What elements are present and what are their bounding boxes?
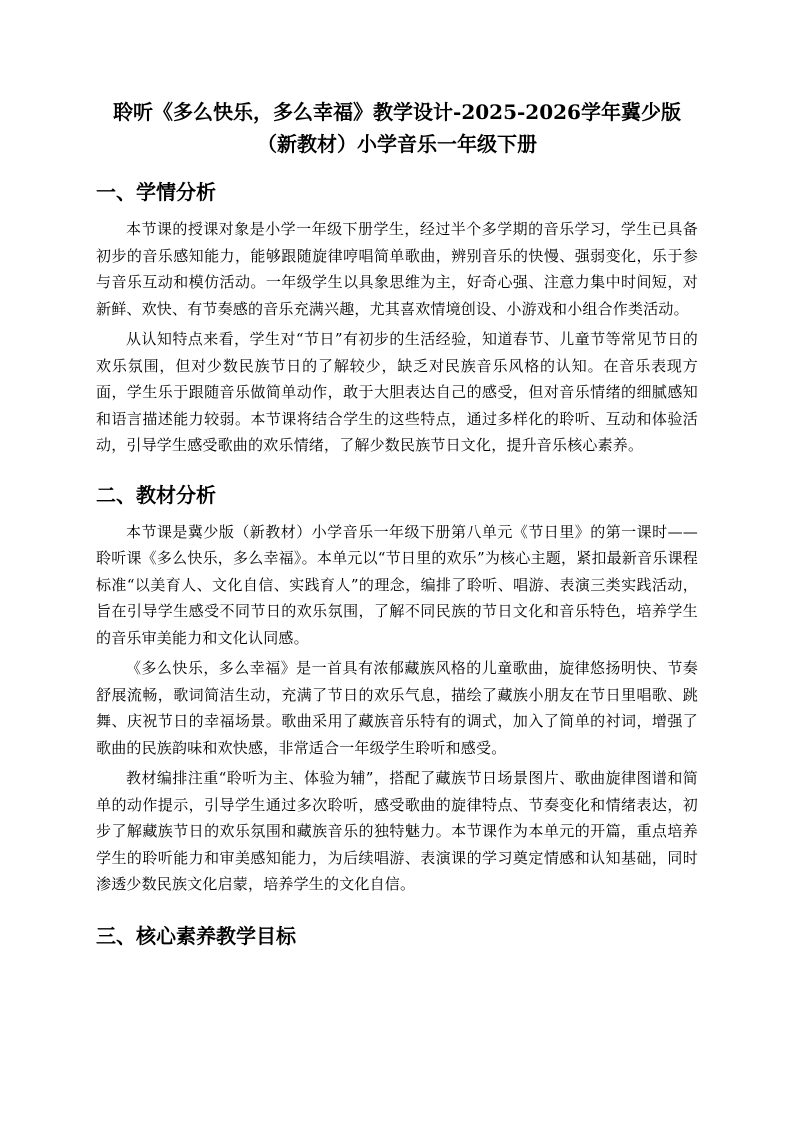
paragraph: 《多么快乐，多么幸福》是一首具有浓郁藏族风格的儿童歌曲，旋律悠扬明快、节奏舒展流畅，歌词简洁生动，充满了节日的欢乐气息，描绘了藏族小朋友在节日里唱歌、跳舞、庆祝节日的幸福场景。歌曲采用了藏族音乐特有的调式，加入了简单的衬词，增强了歌曲的民族韵味和欢快感，非常适合一年级学生聆听和感受。 — [96, 659, 698, 757]
paragraph: 本节课的授课对象是小学一年级下册学生，经过半个多学期的音乐学习，学生已具备初步的音乐感知能力，能够跟随旋律哼唱简单歌曲，辨别音乐的快慢、强弱变化，乐于参与音乐互动和模仿活动。一年级学生以具象思维为主，好奇心强、注意力集中时间短，对新鲜、欢快、有节奏感的音乐充满兴趣，尤其喜欢情境创设、小游戏和小组合作类活动。 — [96, 220, 698, 318]
section-heading-material-analysis: 二、教材分析 — [96, 482, 216, 507]
document-title: 聆听《多么快乐，多么幸福》教学设计-2025-2026学年冀少版（新教材）小学音乐一年级下册 — [113, 100, 681, 156]
paragraph: 教材编排注重“聆听为主、体验为辅”，搭配了藏族节日场景图片、歌曲旋律图谱和简单的动作提示，引导学生通过多次聆听，感受歌曲的旋律特点、节奏变化和情绪表达，初步了解藏族节日的欢乐氛围和藏族音乐的独特魅力。本节课作为本单元的开篇，重点培养学生的聆听能力和审美感知能力，为后续唱游、表演课的学习奠定情感和认知基础，同时渗透少数民族文化启蒙，培养学生的文化自信。 — [96, 769, 698, 893]
paragraph: 从认知特点来看，学生对“节日”有初步的生活经验，知道春节、儿童节等常见节日的欢乐氛围，但对少数民族节日的了解较少，缺乏对民族音乐风格的认知。在音乐表现方面，学生乐于跟随音乐做简单动作，敢于大胆表达自己的感受，但对音乐情绪的细腻感知和语言描述能力较弱。本节课将结合学生的这些特点，通过多样化的聆听、互动和体验活动，引导学生感受歌曲的欢乐情绪，了解少数民族节日文化，提升音乐核心素养。 — [96, 330, 698, 454]
document-page — [96, 96, 698, 950]
section-heading-core-objectives: 三、核心素养教学目标 — [96, 923, 296, 948]
section-heading-learner-analysis: 一、学情分析 — [96, 180, 216, 204]
section-body-learner-analysis — [96, 216, 698, 459]
paragraph: 本节课是冀少版（新教材）小学音乐一年级下册第八单元《节日里》的第一课时——聆听课《多么快乐，多么幸福》。本单元以“节日里的欢乐”为核心主题，紧扣最新音乐课程标准“以美育人、文化自信、实践育人”的理念，编排了聆听、唱游、表演三类实践活动，旨在引导学生感受不同节日的欢乐氛围，了解不同民族的节日文化和音乐特色，培养学生的音乐审美能力和文化认同感。 — [96, 522, 698, 647]
section-body-material-analysis — [96, 519, 698, 898]
